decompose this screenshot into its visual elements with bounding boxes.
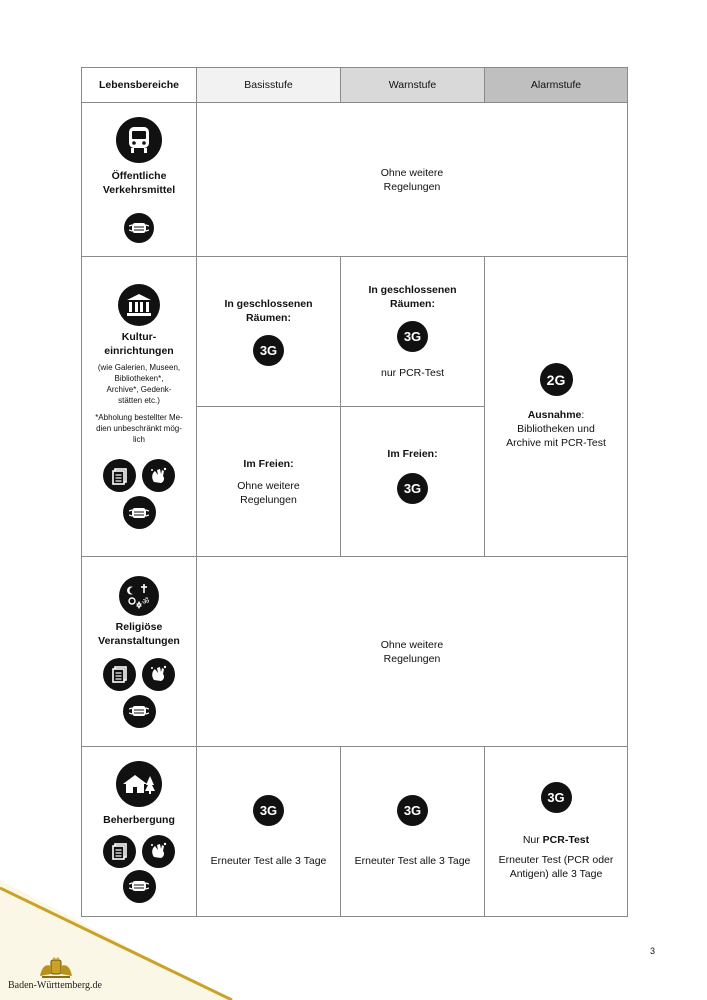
lodging-icon [116,761,162,807]
bus-icon [116,117,162,163]
kultur-basis-indoor-line2: Räumen: [246,312,291,324]
row-oepnv-text: Ohne weitere Regelungen [380,166,444,193]
beherbergung-warn-text: Erneuter Test alle 3 Tage [354,855,471,867]
row-kultur-note-2: Bibliotheken*, [114,374,164,383]
kultur-alarm-line2: Archive mit PCR-Test [506,437,606,449]
row-oepnv-label-cell [81,102,197,257]
row-kultur-foot-2: dien unbeschränkt mög- [96,424,182,433]
row-kultur-note-4: stätten etc.) [118,396,160,405]
row-religion-label-cell [81,556,197,747]
kultur-basis-outdoor-line1: Ohne weitere [237,479,300,492]
kultur-warn-outdoor-cell [340,406,485,557]
badge-3g: 3G [253,795,284,826]
kultur-basis-indoor-line1: In geschlossenen [224,298,313,310]
row-kultur-foot-1: *Abholung bestellter Me- [95,413,183,422]
beherbergung-alarm-cell [484,746,628,917]
kultur-alarm-line1: Bibliotheken und [517,423,595,435]
mask-icon [124,213,154,243]
document-icon [103,658,136,691]
hand-wash-icon [142,658,175,691]
row-kultur-note-1: (wie Galerien, Museen, [97,363,181,372]
badge-3g: 3G [397,795,428,826]
document-icon [103,835,136,868]
row-beherbergung-title: Beherbergung [103,813,175,826]
mask-icon [123,695,156,728]
kultur-warn-outdoor-title: Im Freien: [387,448,438,460]
beherbergung-alarm-nur: Nur [522,834,543,846]
badge-3g: 3G [541,782,572,813]
page-number: 3 [650,946,656,956]
badge-3g: 3G [397,321,428,352]
row-oepnv-merged-cell [196,102,628,257]
row-oepnv-title: Öffentliche Verkehrsmittel [102,169,176,196]
badge-3g: 3G [253,335,284,366]
header-lebensbereiche-label: Lebensbereiche [99,79,179,91]
header-warnstufe-label: Warnstufe [388,79,437,91]
row-kultur-title-1: Kultur- [121,331,157,343]
kultur-alarm-cell [484,256,628,557]
kultur-alarm-title: Ausnahme [527,409,582,421]
logo-text[interactable]: Baden-Württemberg.de [8,980,102,991]
beherbergung-alarm-pcr: PCR-Test [542,834,590,846]
badge-3g: 3G [397,473,428,504]
mask-icon [123,870,156,903]
row-religion-title-1: Religiöse [115,620,163,633]
kultur-basis-indoor-cell [196,256,341,407]
museum-icon [118,284,160,326]
beherbergung-alarm-line2: Erneuter Test (PCR oder [498,854,614,866]
mask-icon [123,496,156,529]
beherbergung-alarm-line3: Antigen) alle 3 Tage [509,868,603,880]
kultur-basis-outdoor-cell [196,406,341,557]
svg-text:ॐ: ॐ [142,596,150,606]
kultur-warn-indoor-note: nur PCR-Test [380,367,444,379]
religions-icon [119,576,159,616]
header-basisstufe [196,67,341,103]
kultur-basis-outdoor-line2: Regelungen [240,493,297,506]
rules-table [81,67,628,917]
row-beherbergung-label-cell [81,746,197,917]
row-religion-text-1: Ohne weitere [380,638,444,651]
row-kultur-foot-3: lich [132,435,145,444]
row-religion-title-2: Veranstaltungen [98,634,180,647]
row-religion-merged-cell [196,556,628,747]
beherbergung-basis-text: Erneuter Test alle 3 Tage [210,855,327,867]
header-alarmstufe-label: Alarmstufe [530,79,582,91]
kultur-basis-outdoor-title: Im Freien: [243,457,294,470]
kultur-warn-indoor-line2: Räumen: [390,298,435,310]
kultur-warn-indoor-line1: In geschlossenen [368,284,457,296]
document-icon [103,459,136,492]
row-kultur-note-3: Archive*, Gedenk- [106,385,172,394]
beherbergung-basis-cell [196,746,341,917]
header-basisstufe-label: Basisstufe [244,79,293,91]
row-kultur-title-2: einrichtungen [104,345,174,357]
row-religion-text-2: Regelungen [383,652,441,665]
coat-of-arms-logo [38,956,74,980]
row-kultur-label-cell [81,256,197,557]
beherbergung-warn-cell [340,746,485,917]
hand-wash-icon [142,835,175,868]
header-warnstufe [340,67,485,103]
hand-wash-icon [142,459,175,492]
badge-2g: 2G [540,363,573,396]
kultur-alarm-colon: : [581,409,585,421]
header-alarmstufe [484,67,628,103]
kultur-warn-indoor-cell [340,256,485,407]
header-lebensbereiche [81,67,197,103]
